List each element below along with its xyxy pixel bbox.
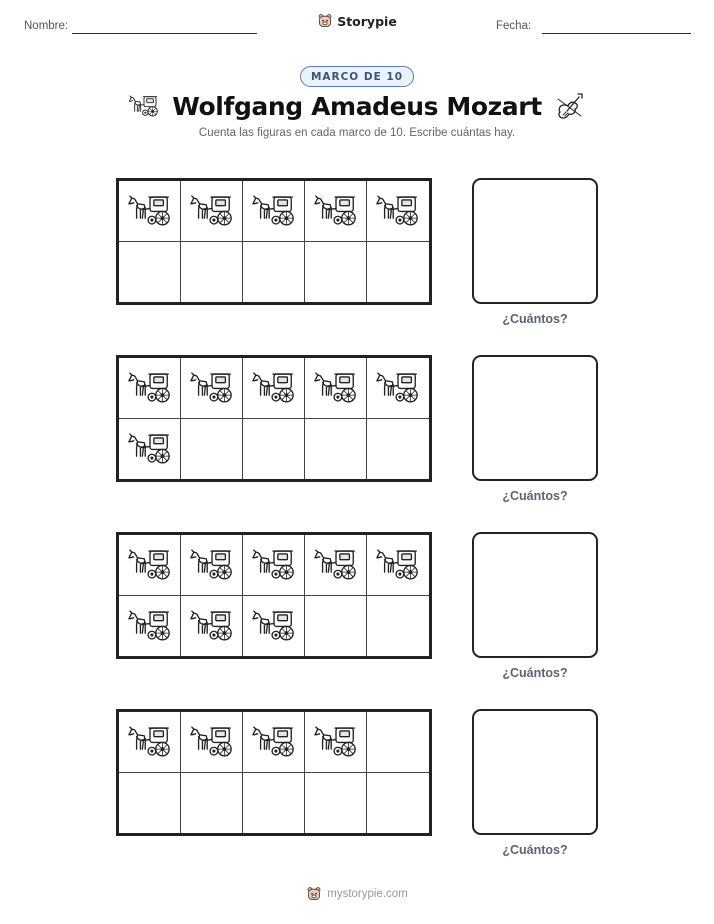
frame-cell — [367, 773, 429, 834]
horse-carriage-icon — [127, 432, 173, 465]
answer-label-2: ¿Cuántos? — [502, 489, 568, 503]
frame-cell — [181, 596, 243, 657]
footer-url: mystorypie.com — [327, 888, 408, 900]
worksheet-type-badge: MARCO DE 10 — [300, 66, 414, 87]
frame-cell — [119, 181, 181, 242]
frame-cell — [181, 535, 243, 596]
name-label: Nombre: — [24, 20, 69, 32]
answer-box-4[interactable] — [472, 709, 598, 835]
horse-carriage-icon — [127, 609, 173, 642]
frame-cell — [367, 419, 429, 480]
horse-carriage-icon — [127, 194, 173, 227]
horse-carriage-icon — [189, 194, 235, 227]
frame-cell — [119, 773, 181, 834]
frame-cell — [305, 242, 367, 303]
horse-carriage-icon — [189, 371, 235, 404]
storypie-mascot-icon — [306, 886, 322, 902]
frame-cell — [119, 358, 181, 419]
horse-carriage-icon — [313, 371, 359, 404]
frame-cell — [367, 596, 429, 657]
frame-cell — [305, 419, 367, 480]
horse-carriage-icon — [251, 609, 297, 642]
storypie-mascot-icon — [317, 13, 333, 29]
frame-cell — [305, 181, 367, 242]
violin-icon — [554, 90, 586, 122]
horse-carriage-icon — [128, 94, 160, 118]
horse-carriage-icon — [189, 548, 235, 581]
frame-cell — [243, 181, 305, 242]
horse-carriage-icon — [375, 194, 421, 227]
horse-carriage-icon — [251, 194, 297, 227]
frame-cell — [243, 712, 305, 773]
frame-cell — [243, 535, 305, 596]
frame-cell — [367, 242, 429, 303]
ten-frame-4 — [116, 709, 432, 836]
brand-name: Storypie — [337, 13, 397, 29]
frame-cell — [181, 712, 243, 773]
frame-cell — [305, 773, 367, 834]
horse-carriage-icon — [127, 371, 173, 404]
frame-cell — [119, 535, 181, 596]
frame-cell — [119, 596, 181, 657]
date-line[interactable] — [542, 33, 691, 34]
frame-cell — [181, 358, 243, 419]
brand-logo — [0, 13, 714, 29]
horse-carriage-icon — [127, 725, 173, 758]
frame-cell — [243, 596, 305, 657]
horse-carriage-icon — [251, 371, 297, 404]
frame-cell — [181, 419, 243, 480]
frame-cell — [119, 712, 181, 773]
answer-box-3[interactable] — [472, 532, 598, 658]
horse-carriage-icon — [127, 548, 173, 581]
frame-cell — [305, 358, 367, 419]
frame-cell — [119, 419, 181, 480]
frame-cell — [243, 773, 305, 834]
frame-cell — [305, 535, 367, 596]
frame-cell — [181, 242, 243, 303]
answer-label-1: ¿Cuántos? — [502, 312, 568, 326]
footer — [0, 886, 714, 902]
horse-carriage-icon — [251, 725, 297, 758]
frame-cell — [305, 596, 367, 657]
frame-cell — [367, 358, 429, 419]
horse-carriage-icon — [375, 371, 421, 404]
horse-carriage-icon — [189, 725, 235, 758]
ten-frame-1 — [116, 178, 432, 305]
answer-box-1[interactable] — [472, 178, 598, 304]
ten-frame-2 — [116, 355, 432, 482]
frame-cell — [243, 419, 305, 480]
horse-carriage-icon — [189, 609, 235, 642]
ten-frame-3 — [116, 532, 432, 659]
frame-cell — [305, 712, 367, 773]
instructions: Cuenta las figuras en cada marco de 10. Escribe cuántas hay. — [198, 127, 516, 139]
answer-label-3: ¿Cuántos? — [502, 666, 568, 680]
frame-cell — [119, 242, 181, 303]
horse-carriage-icon — [375, 548, 421, 581]
frame-cell — [367, 712, 429, 773]
name-line[interactable] — [72, 33, 257, 34]
frame-cell — [181, 773, 243, 834]
page-title: Wolfgang Amadeus Mozart — [172, 91, 542, 121]
answer-box-2[interactable] — [472, 355, 598, 481]
horse-carriage-icon — [313, 548, 359, 581]
answer-label-4: ¿Cuántos? — [502, 843, 568, 857]
frame-cell — [181, 181, 243, 242]
frame-cell — [243, 358, 305, 419]
horse-carriage-icon — [251, 548, 297, 581]
title-row — [0, 90, 714, 122]
horse-carriage-icon — [313, 194, 359, 227]
frame-cell — [367, 181, 429, 242]
frame-cell — [243, 242, 305, 303]
date-label: Fecha: — [496, 20, 532, 32]
horse-carriage-icon — [313, 725, 359, 758]
frame-cell — [367, 535, 429, 596]
